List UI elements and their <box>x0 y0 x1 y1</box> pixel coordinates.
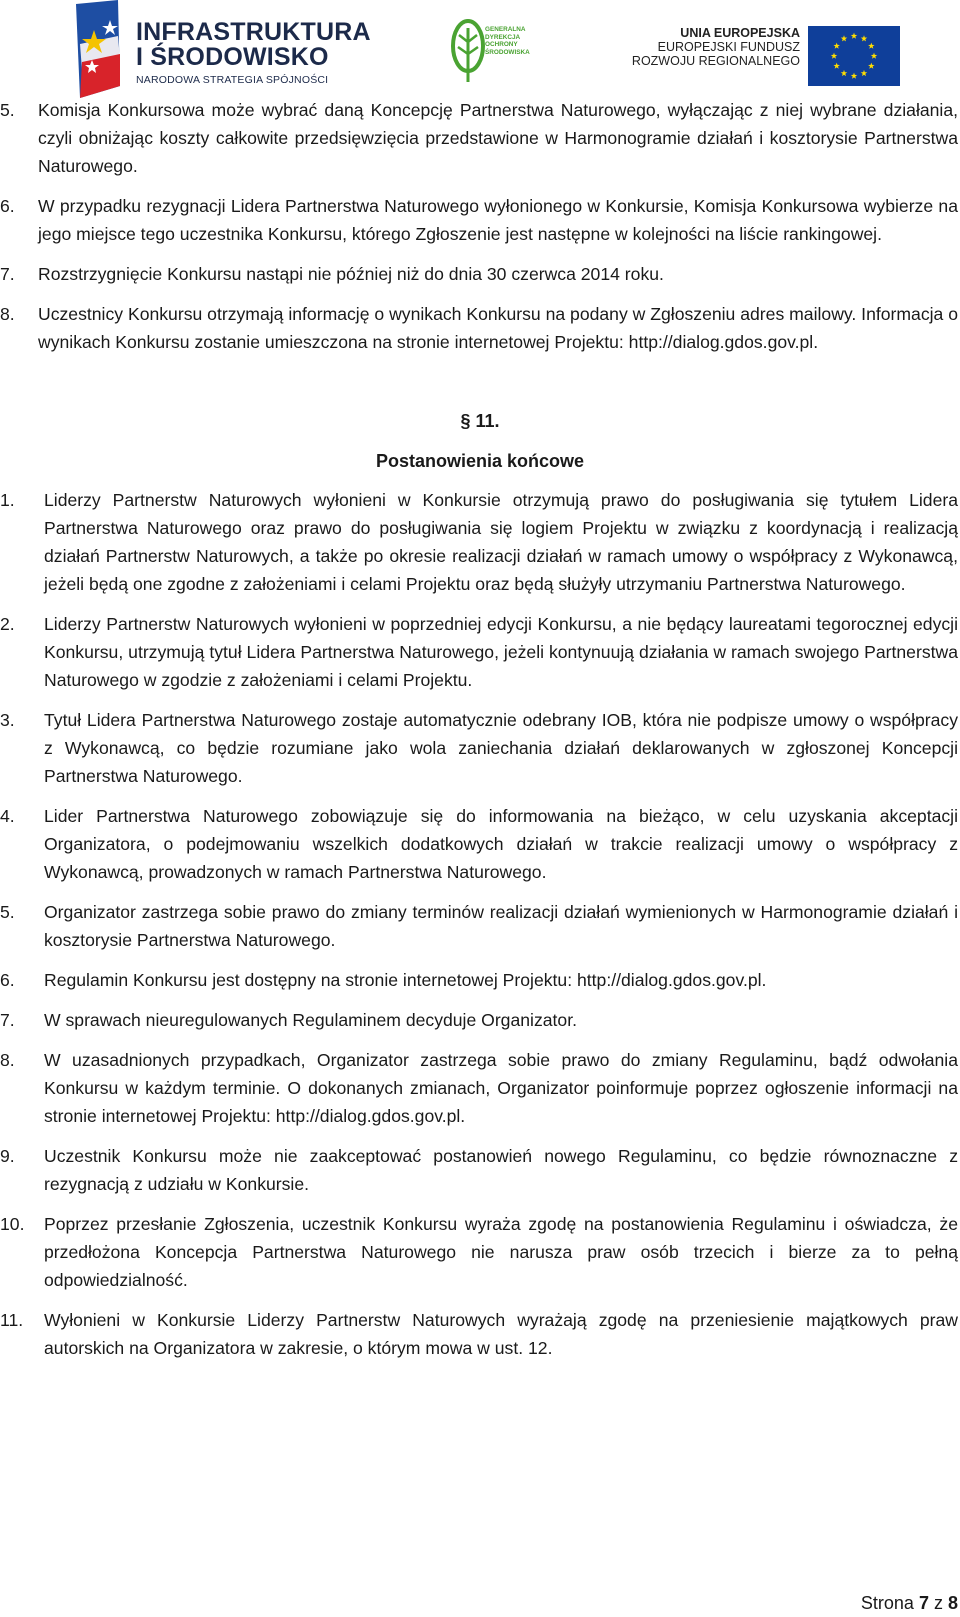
list-item-number: 9. <box>0 1146 15 1166</box>
gdos-logo <box>450 18 530 84</box>
list-item-text: Liderzy Partnerstw Naturowych wyłonieni w poprzedniej edycji Konkursu, a nie będący laureatami tegorocznej edycji Konkursu, utrzymują tytuł Lidera Partnerstwa Naturowego, jeżeli kontynuują działania w ramach swojego Partnerstwa Naturowego w zgodzie z założeniami i celami Projektu. <box>44 614 958 690</box>
list-item <box>0 706 960 790</box>
paragraph-number: § 11. <box>460 411 500 431</box>
list-item-number: 6. <box>0 970 15 990</box>
gdos-logo-text: GENERALNA DYREKCJA OCHRONY ŚRODOWISKA <box>485 26 530 56</box>
list-item <box>0 192 960 248</box>
document-body <box>0 96 960 1362</box>
list-item-text: Poprzez przesłanie Zgłoszenia, uczestnik Konkursu wyraża zgodę na postanowienia Regulaminu i oświadcza, że przedłożona Koncepcja Partnerstwa Naturowego nie narusza praw osób trzecich i bierze za to pełną odpowiedzialność. <box>44 1214 958 1290</box>
list-item <box>0 1142 960 1198</box>
list-item-number: 11. <box>0 1310 24 1330</box>
document-header <box>0 0 960 100</box>
list-item-number: 7. <box>0 1010 15 1030</box>
list-item-number: 4. <box>0 806 15 826</box>
list-item-number: 8. <box>0 304 15 324</box>
list-item-text: Organizator zastrzega sobie prawo do zmiany terminów realizacji działań wymienionych w Harmonogramie działań i kosztorysie Partnerstwa Naturowego. <box>44 902 958 950</box>
section-heading: Postanowienia końcowe <box>375 451 585 471</box>
list-item <box>0 1210 960 1294</box>
list-item-number: 1. <box>0 490 15 510</box>
eu-flag-icon <box>808 26 900 86</box>
list-item-text: Komisja Konkursowa może wybrać daną Koncepcję Partnerstwa Naturowego, wyłączając z niej wybrane działania, czyli obniżając koszty całkowite przedsięwzięcia przedstawione w Harmonogramie działań i kosztorysie Partnerstwa Naturowego. <box>38 100 958 176</box>
list-item-text: W sprawach nieuregulowanych Regulaminem decyduje Organizator. <box>44 1010 577 1030</box>
list-item-number: 3. <box>0 710 15 730</box>
flag-emblem-icon <box>66 0 136 98</box>
list-item-number: 10. <box>0 1214 25 1234</box>
list-item-text: Wyłonieni w Konkursie Liderzy Partnerstw Naturowych wyrażają zgodę na przeniesienie majątkowych praw autorskich na Organizatora w zakresie, o którym mowa w ust. 12. <box>44 1310 958 1358</box>
list-item <box>0 96 960 180</box>
list-item-text: Regulamin Konkursu jest dostępny na stronie internetowej Projektu: http://dialog.gdos.gov.pl. <box>44 970 767 990</box>
page-number: Strona 7 z 8 <box>860 1593 958 1613</box>
list-item-number: 6. <box>0 196 15 216</box>
list-item <box>0 260 960 288</box>
list-item <box>0 966 960 994</box>
list-item-text: Lider Partnerstwa Naturowego zobowiązuje się do informowania na bieżąco, w celu uzyskania akceptacji Organizatora, o podejmowaniu wszelkich dodatkowych działań w trakcie realizacji umowy o współpracy z Wykonawcą, prowadzonych w ramach Partnerstwa Naturowego. <box>44 806 958 882</box>
list-item <box>0 802 960 886</box>
infrastruktura-srodowisko-logo <box>52 0 371 98</box>
list-item-text: Rozstrzygnięcie Konkursu nastąpi nie później niż do dnia 30 czerwca 2014 roku. <box>38 264 664 284</box>
list-item <box>0 610 960 694</box>
list-item <box>0 1046 960 1130</box>
list-item <box>0 486 960 598</box>
list-item-text: W uzasadnionych przypadkach, Organizator zastrzega sobie prawo do zmiany Regulaminu, bądź odwołania Konkursu w każdym terminie. O dokonanych zmianach, Organizator poinformuje poprzez ogłoszenie informacji na stronie internetowej Projektu: http://dialog.gdos.gov.pl. <box>44 1050 958 1126</box>
list-item-number: 5. <box>0 100 15 120</box>
list-item-text: Uczestnik Konkursu może nie zaakceptować postanowień nowego Regulaminu, co będzie równoznaczne z rezygnacją z udziału w Konkursie. <box>44 1146 958 1194</box>
logo-subtitle: NARODOWA STRATEGIA SPÓJNOŚCI <box>136 74 329 86</box>
list-item <box>0 1006 960 1034</box>
logo-title: INFRASTRUKTURA I ŚRODOWISKO <box>136 18 371 71</box>
list-item-number: 5. <box>0 902 15 922</box>
list-item <box>0 898 960 954</box>
leaf-icon <box>450 18 486 84</box>
list-item <box>0 1306 960 1362</box>
list-item-text: Tytuł Lidera Partnerstwa Naturowego zostaje automatycznie odebrany IOB, która nie podpisze umowy o współpracy z Wykonawcą, co będzie rozumiane jako wola zaniechania działań deklarowanych w zgłoszonej Koncepcji Partnerstwa Naturowego. <box>44 710 958 786</box>
list-item-text: Liderzy Partnerstw Naturowych wyłonieni w Konkursie otrzymują prawo do posługiwania się tytułem Lidera Partnerstwa Naturowego oraz prawo do posługiwania się logiem Projektu w związku z koordynacją i realizacją działań Partnerstw Naturowych, a także po okresie realizacji działań w ramach umowy o współpracy z Wykonawcą, jeżeli będą one zgodne z założeniami i celami Projektu oraz będą służyły utrzymaniu Partnerstwa Naturowego. <box>44 490 958 594</box>
list-item-text: W przypadku rezygnacji Lidera Partnerstwa Naturowego wyłonionego w Konkursie, Komisja Konkursowa wybierze na jego miejsce tego uczestnika Konkursu, którego Zgłoszenie jest następne w kolejności na liście rankingowej. <box>38 196 958 244</box>
list-item-number: 2. <box>0 614 15 634</box>
list-item <box>0 300 960 356</box>
list-item-number: 8. <box>0 1050 15 1070</box>
list-item-text: Uczestnicy Konkursu otrzymają informację o wynikach Konkursu na podany w Zgłoszeniu adres mailowy. Informacja o wynikach Konkursu zostanie umieszczona na stronie internetowej Projektu: http://dialog.gdos.gov.pl. <box>38 304 958 352</box>
eu-logo-text: UNIA EUROPEJSKA EUROPEJSKI FUNDUSZ ROZWOJU REGIONALNEGO <box>631 26 800 68</box>
list-item-number: 7. <box>0 264 15 284</box>
eu-fund-logo <box>631 26 900 84</box>
